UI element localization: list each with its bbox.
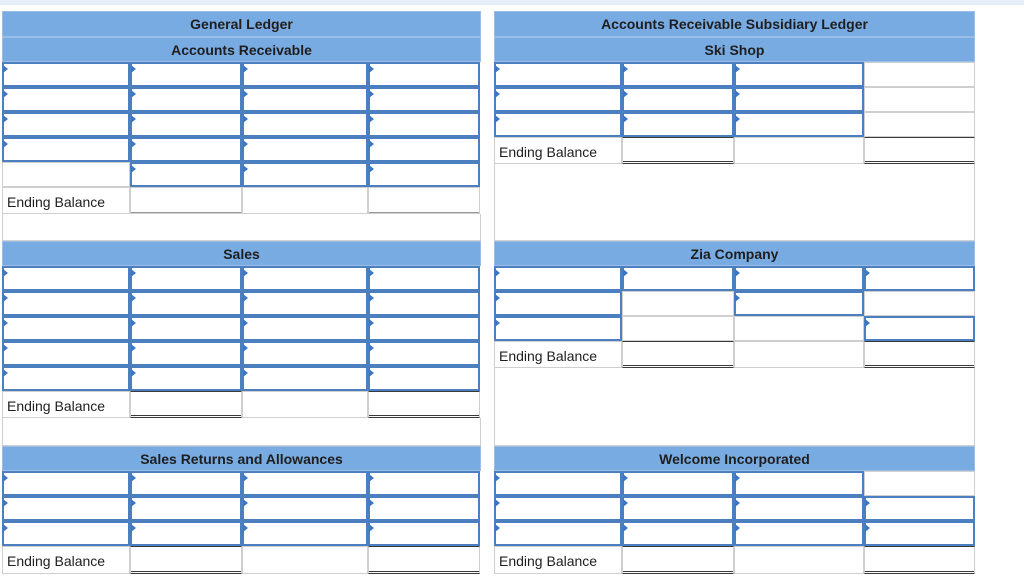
credit-input[interactable] <box>368 266 480 291</box>
date-input[interactable] <box>242 291 368 316</box>
credit-input[interactable] <box>368 137 480 162</box>
account-header-sales <box>2 241 481 266</box>
date-input[interactable] <box>242 266 368 291</box>
ending-balance-credit-input[interactable] <box>864 341 975 368</box>
date-input[interactable] <box>2 316 130 341</box>
debit-input[interactable] <box>622 87 734 112</box>
date-input[interactable] <box>494 62 622 87</box>
date-input[interactable] <box>2 521 130 546</box>
date-input[interactable] <box>494 112 622 137</box>
ending-balance-credit-input[interactable] <box>368 391 480 418</box>
balance-cell <box>864 291 975 316</box>
ending-balance-label: Ending Balance <box>499 144 598 160</box>
debit-input[interactable] <box>130 521 242 546</box>
account-name: Zia Company <box>690 245 779 262</box>
debit-input[interactable] <box>130 291 242 316</box>
debit-input[interactable] <box>622 266 734 291</box>
date-input[interactable] <box>2 62 130 87</box>
blank-cell <box>242 546 368 574</box>
ending-balance-label-cell <box>494 137 622 164</box>
credit-input[interactable] <box>734 496 864 521</box>
date-input[interactable] <box>494 291 622 316</box>
date-input[interactable] <box>242 112 368 137</box>
blank-cell <box>734 546 864 574</box>
date-input[interactable] <box>494 266 622 291</box>
blank-cell <box>2 162 130 187</box>
ending-balance-label: Ending Balance <box>7 398 106 414</box>
debit-input[interactable] <box>130 471 242 496</box>
ending-balance-label-cell <box>494 341 622 368</box>
balance-input[interactable] <box>864 496 975 521</box>
credit-input[interactable] <box>734 112 864 137</box>
credit-input[interactable] <box>368 62 480 87</box>
credit-input[interactable] <box>368 112 480 137</box>
general-ledger-panel <box>2 11 481 575</box>
account-header-sales-returns <box>2 446 481 471</box>
ending-balance-credit-input[interactable] <box>368 187 480 214</box>
ending-balance-credit-input[interactable] <box>864 137 975 164</box>
date-input[interactable] <box>2 496 130 521</box>
account-name: Ski Shop <box>704 41 765 58</box>
balance-cell <box>864 87 975 112</box>
date-input[interactable] <box>2 87 130 112</box>
general-ledger-title-text: General Ledger <box>190 16 293 32</box>
credit-input[interactable] <box>734 521 864 546</box>
debit-input[interactable] <box>622 112 734 137</box>
credit-input[interactable] <box>368 316 480 341</box>
subsidiary-ledger-title <box>494 11 975 37</box>
spacer <box>2 214 481 241</box>
account-header-ski-shop <box>494 37 975 62</box>
ending-balance-credit-input[interactable] <box>864 546 975 574</box>
debit-input[interactable] <box>130 87 242 112</box>
credit-input[interactable] <box>368 471 480 496</box>
credit-input[interactable] <box>734 291 864 316</box>
subsidiary-ledger-panel <box>494 11 975 575</box>
balance-input[interactable] <box>864 316 975 341</box>
debit-input[interactable] <box>130 316 242 341</box>
balance-input[interactable] <box>864 521 975 546</box>
date-input[interactable] <box>2 266 130 291</box>
account-header-accounts-receivable <box>2 37 481 62</box>
balance-cell <box>864 112 975 137</box>
credit-input[interactable] <box>734 266 864 291</box>
date-input[interactable] <box>494 87 622 112</box>
debit-input[interactable] <box>130 162 242 187</box>
date-input[interactable] <box>242 316 368 341</box>
credit-input[interactable] <box>368 341 480 366</box>
date-input[interactable] <box>242 366 368 391</box>
ending-balance-label: Ending Balance <box>499 553 598 569</box>
ending-balance-label-cell <box>2 187 130 214</box>
blank-cell <box>242 187 368 214</box>
ending-balance-label: Ending Balance <box>499 348 598 364</box>
date-input[interactable] <box>2 291 130 316</box>
blank-cell <box>242 391 368 418</box>
spacer <box>2 418 481 446</box>
debit-input[interactable] <box>130 112 242 137</box>
account-header-zia-company <box>494 241 975 266</box>
date-input[interactable] <box>494 471 622 496</box>
credit-input[interactable] <box>368 162 480 187</box>
date-input[interactable] <box>494 496 622 521</box>
blank-cell <box>622 316 734 341</box>
ending-balance-credit-input[interactable] <box>368 546 480 574</box>
blank-cell <box>734 341 864 368</box>
ending-balance-debit-input[interactable] <box>130 391 242 418</box>
date-input[interactable] <box>494 521 622 546</box>
ending-balance-label: Ending Balance <box>7 194 106 210</box>
ending-balance-debit-input[interactable] <box>622 341 734 368</box>
date-input[interactable] <box>2 137 130 162</box>
balance-input[interactable] <box>864 266 975 291</box>
debit-input[interactable] <box>130 366 242 391</box>
date-input[interactable] <box>494 316 622 341</box>
ending-balance-debit-input[interactable] <box>130 546 242 574</box>
credit-input[interactable] <box>368 496 480 521</box>
date-input[interactable] <box>2 112 130 137</box>
debit-input[interactable] <box>130 62 242 87</box>
ending-balance-label: Ending Balance <box>7 553 106 569</box>
blank-cell <box>734 316 864 341</box>
balance-cell <box>864 62 975 87</box>
balance-cell <box>864 471 975 496</box>
account-name: Accounts Receivable <box>171 41 312 58</box>
date-input[interactable] <box>2 471 130 496</box>
credit-input[interactable] <box>734 87 864 112</box>
debit-input[interactable] <box>130 341 242 366</box>
debit-input[interactable] <box>622 471 734 496</box>
ending-balance-label-cell <box>2 391 130 418</box>
date-input[interactable] <box>242 62 368 87</box>
date-input[interactable] <box>242 162 368 187</box>
credit-input[interactable] <box>734 62 864 87</box>
subsidiary-ledger-title-text: Accounts Receivable Subsidiary Ledger <box>601 16 868 32</box>
blank-cell <box>734 137 864 164</box>
credit-input[interactable] <box>368 366 480 391</box>
account-name: Sales Returns and Allowances <box>140 450 343 467</box>
debit-input[interactable] <box>622 62 734 87</box>
date-input[interactable] <box>242 137 368 162</box>
ending-balance-label-cell <box>494 546 622 574</box>
date-input[interactable] <box>242 521 368 546</box>
date-input[interactable] <box>242 341 368 366</box>
date-input[interactable] <box>2 341 130 366</box>
debit-input[interactable] <box>130 496 242 521</box>
debit-input[interactable] <box>622 496 734 521</box>
ending-balance-label-cell <box>2 546 130 574</box>
spacer <box>494 368 975 446</box>
debit-input[interactable] <box>130 137 242 162</box>
spacer <box>494 164 975 241</box>
debit-input[interactable] <box>622 521 734 546</box>
ending-balance-debit-input[interactable] <box>130 187 242 214</box>
date-input[interactable] <box>2 366 130 391</box>
general-ledger-title <box>2 11 481 37</box>
account-name: Welcome Incorporated <box>659 450 810 467</box>
ending-balance-debit-input[interactable] <box>622 137 734 164</box>
credit-input[interactable] <box>368 87 480 112</box>
credit-input[interactable] <box>734 471 864 496</box>
account-header-welcome-incorporated <box>494 446 975 471</box>
date-input[interactable] <box>242 471 368 496</box>
credit-input[interactable] <box>368 521 480 546</box>
date-input[interactable] <box>242 87 368 112</box>
debit-input[interactable] <box>130 266 242 291</box>
ending-balance-debit-input[interactable] <box>622 546 734 574</box>
blank-cell <box>622 291 734 316</box>
top-strip <box>0 0 1024 5</box>
date-input[interactable] <box>242 496 368 521</box>
account-name: Sales <box>223 245 260 262</box>
credit-input[interactable] <box>368 291 480 316</box>
